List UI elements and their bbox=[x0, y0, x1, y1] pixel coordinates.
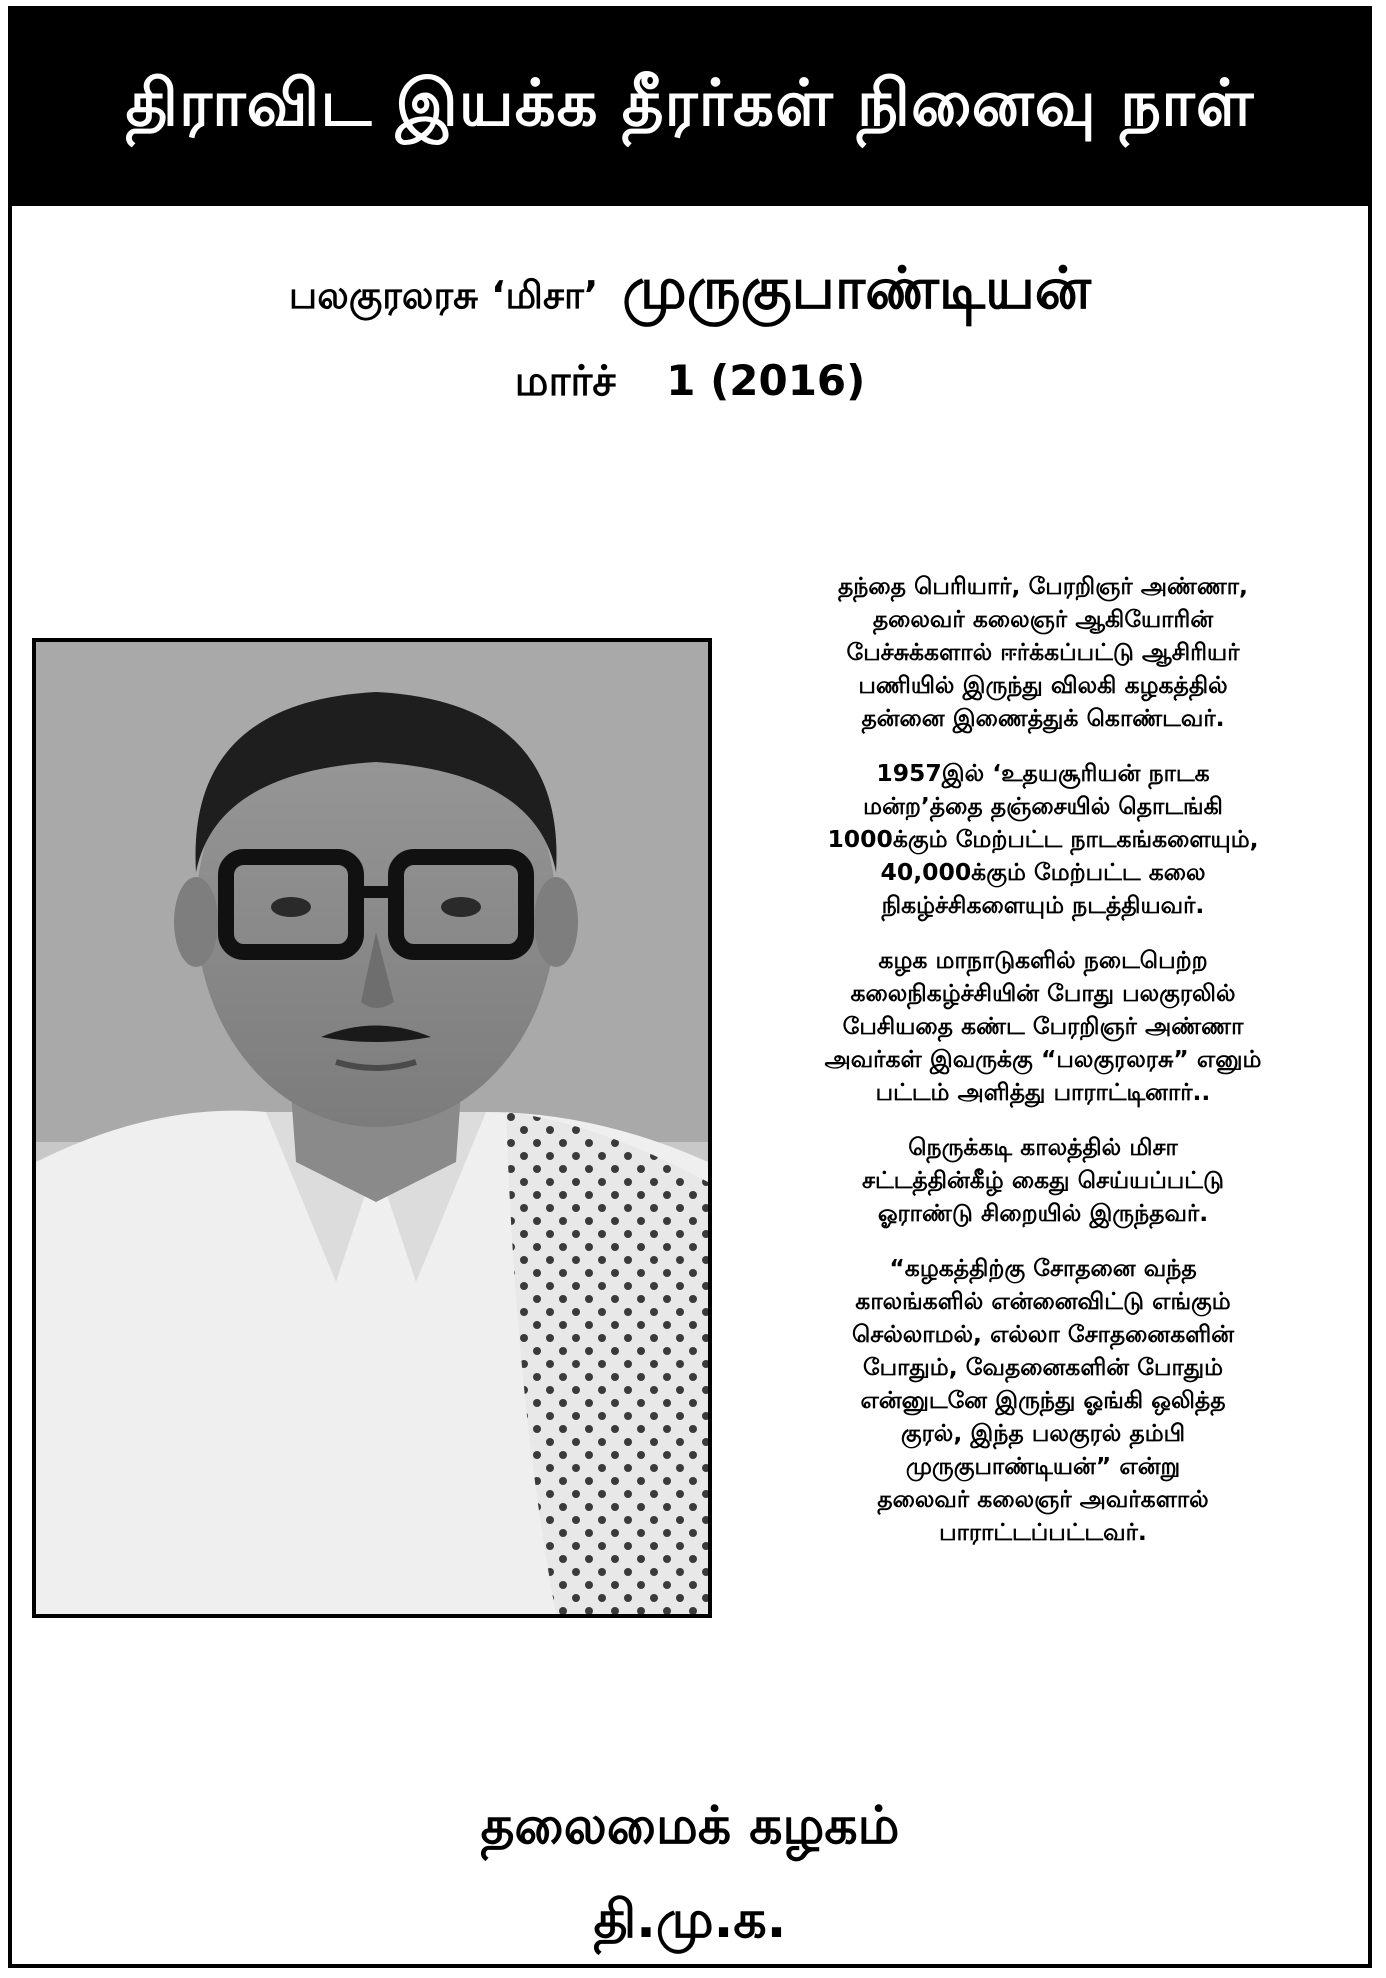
bio-line: 1957இல் ‘உதயசூரியன் நாடக bbox=[876, 759, 1210, 787]
bio-line: நிகழ்ச்சிகளையும் நடத்தியவர். bbox=[881, 891, 1205, 919]
bio-line: மன்ற’த்தை தஞ்சையில் தொடங்கி bbox=[863, 792, 1223, 820]
footer-party: தி.மு.க. bbox=[593, 1890, 787, 1950]
subtitle-row bbox=[12, 254, 1368, 330]
bio-line: குரல், இந்த பலகுரல் தம்பி bbox=[900, 1419, 1186, 1447]
bio-line: கழக மாநாடுகளில் நடைபெற்ற bbox=[878, 946, 1208, 974]
bio-line: பேசியதை கண்ட பேரறிஞர் அண்ணா bbox=[842, 1012, 1244, 1040]
bio-paragraph bbox=[724, 1252, 1362, 1549]
bio-line: என்னுடனே இருந்து ஓங்கி ஒலித்த bbox=[860, 1386, 1226, 1414]
bio-paragraph bbox=[724, 570, 1362, 735]
title-banner bbox=[12, 10, 1368, 206]
bio-line: பட்டம் அளித்து பாராட்டினார்.. bbox=[875, 1078, 1211, 1106]
bio-line: தலைவர் கலைஞர் அவர்களால் bbox=[877, 1485, 1209, 1513]
bio-line: சட்டத்தின்கீழ் கைது செய்யப்பட்டு bbox=[862, 1166, 1224, 1194]
poster-frame bbox=[8, 6, 1372, 1968]
memorial-date bbox=[12, 356, 1368, 411]
banner-title: திராவிட இயக்க தீரர்கள் நினைவு நாள் bbox=[125, 67, 1255, 141]
date-day-year: 1 (2016) bbox=[666, 356, 866, 405]
bio-line: முருகுபாண்டியன்” என்று bbox=[905, 1452, 1181, 1480]
bio-line: கலைநிகழ்ச்சியின் போது பலகுரலில் bbox=[850, 979, 1236, 1007]
bio-line: பணியில் இருந்து விலகி கழகத்தில் bbox=[858, 671, 1228, 699]
subtitle-name: முருகுபாண்டியன் bbox=[622, 254, 1092, 322]
portrait-illustration bbox=[36, 642, 708, 1614]
bio-paragraph bbox=[724, 1131, 1362, 1230]
biography-text bbox=[724, 570, 1362, 1571]
bio-line: ஓராண்டு சிறையில் இருந்தவர். bbox=[877, 1199, 1209, 1227]
portrait-photo bbox=[32, 638, 712, 1618]
bio-line: நெருக்கடி காலத்தில் மிசா bbox=[908, 1133, 1178, 1161]
bio-line: தன்னை இணைத்துக் கொண்டவர். bbox=[861, 704, 1225, 732]
footer-organisation: தலைமைக் கழகம் bbox=[480, 1796, 900, 1856]
bio-line: செல்லாமல், எல்லா சோதனைகளின் bbox=[851, 1320, 1235, 1348]
bio-line: 1000க்கும் மேற்பட்ட நாடகங்களையும், bbox=[827, 825, 1259, 853]
bio-line: பேச்சுக்களால் ஈர்க்கப்பட்டு ஆசிரியர் bbox=[846, 638, 1240, 666]
subtitle-epithet: பலகுரலரசு ‘மிசா’ bbox=[288, 273, 599, 317]
bio-line: தலைவர் கலைஞர் ஆகியோரின் bbox=[872, 605, 1214, 633]
bio-line: “கழகத்திற்கு சோதனை வந்த bbox=[889, 1254, 1197, 1282]
bio-line: பாராட்டப்பட்டவர். bbox=[939, 1518, 1147, 1546]
bio-line: 40,000க்கும் மேற்பட்ட கலை bbox=[880, 858, 1206, 886]
bio-line: போதும், வேதனைகளின் போதும் bbox=[862, 1353, 1224, 1381]
bio-paragraph bbox=[724, 944, 1362, 1109]
bio-line: காலங்களில் என்னைவிட்டு எங்கும் bbox=[855, 1287, 1231, 1315]
date-month: மார்ச் bbox=[514, 356, 616, 405]
bio-line: தந்தை பெரியார், பேரறிஞர் அண்ணா, bbox=[838, 572, 1248, 600]
bio-paragraph bbox=[724, 757, 1362, 922]
bio-line: அவர்கள் இவருக்கு “பலகுரலரசு” எனும் bbox=[824, 1045, 1262, 1073]
